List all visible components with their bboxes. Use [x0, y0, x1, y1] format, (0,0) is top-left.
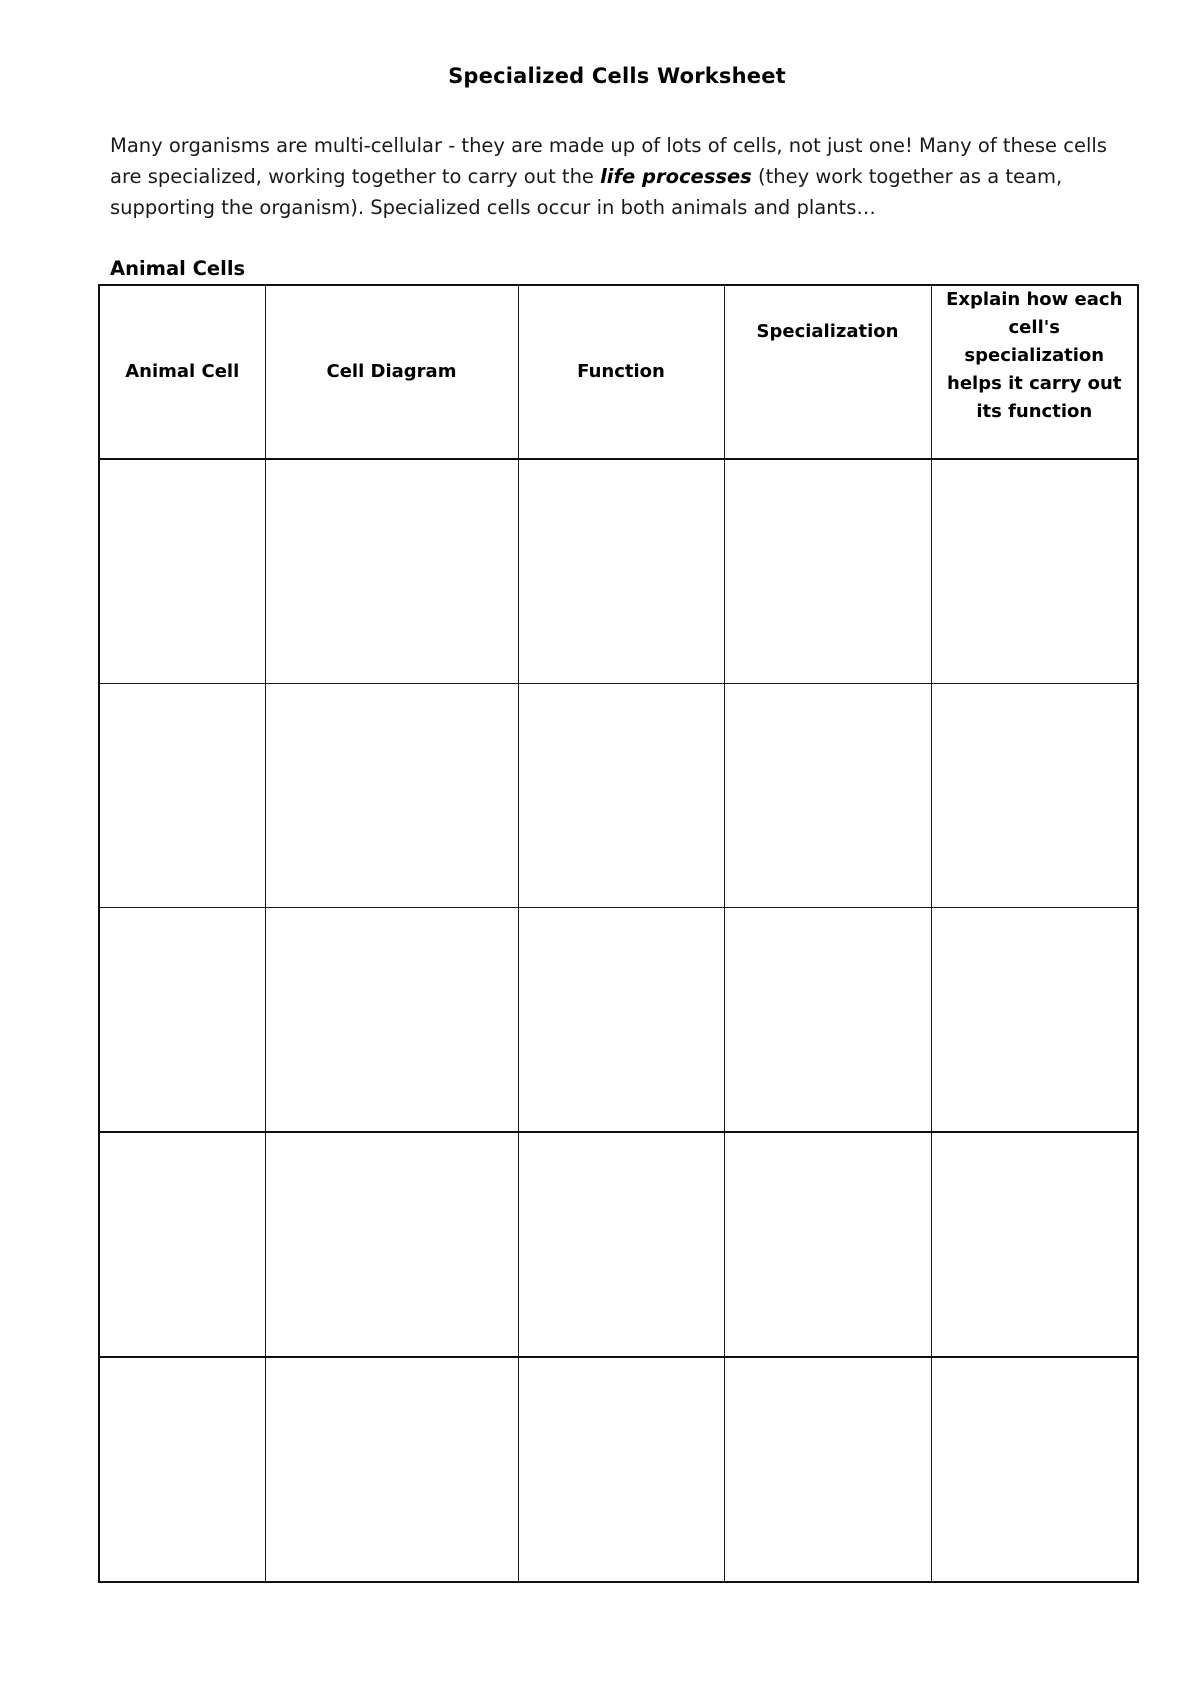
intro-text-part1: Many organisms are multi-cellular - they are made up of lots of cells, not just one! Many of these cells are specialized, working together to carry out the	[110, 134, 1107, 188]
cell-explanation[interactable]	[931, 1357, 1138, 1582]
cell-specialization[interactable]	[724, 684, 931, 908]
cell-function[interactable]	[518, 1132, 724, 1357]
cell-animal-cell[interactable]	[99, 1357, 265, 1582]
cell-function[interactable]	[518, 684, 724, 908]
table-row	[99, 684, 1138, 908]
cell-animal-cell[interactable]	[99, 459, 265, 684]
cell-diagram[interactable]	[265, 684, 518, 908]
header-animal-cell: Animal Cell	[99, 285, 265, 459]
table-row	[99, 1132, 1138, 1357]
table-row	[99, 459, 1138, 684]
cell-specialization[interactable]	[724, 1357, 931, 1582]
cell-diagram[interactable]	[265, 1132, 518, 1357]
page-title: Specialized Cells Worksheet	[448, 64, 786, 88]
cell-specialization[interactable]	[724, 908, 931, 1133]
intro-text-part2: (they work together as a team, supporting the organism). Specialized cells occur in both animals and plants…	[110, 165, 1063, 219]
cell-explanation[interactable]	[931, 908, 1138, 1133]
cell-diagram[interactable]	[265, 1357, 518, 1582]
cell-diagram[interactable]	[265, 459, 518, 684]
animal-cells-table	[98, 284, 1139, 1583]
cell-function[interactable]	[518, 1357, 724, 1582]
table-row	[99, 908, 1138, 1133]
cell-specialization[interactable]	[724, 1132, 931, 1357]
table-row	[99, 1357, 1138, 1582]
cell-animal-cell[interactable]	[99, 1132, 265, 1357]
intro-paragraph	[110, 130, 1130, 223]
cell-function[interactable]	[518, 459, 724, 684]
header-specialization: Specialization	[724, 285, 931, 459]
section-heading-animal-cells: Animal Cells	[110, 257, 246, 280]
cell-specialization[interactable]	[724, 459, 931, 684]
header-cell-diagram: Cell Diagram	[265, 285, 518, 459]
cell-diagram[interactable]	[265, 908, 518, 1133]
cell-function[interactable]	[518, 908, 724, 1133]
cell-animal-cell[interactable]	[99, 908, 265, 1133]
cell-explanation[interactable]	[931, 459, 1138, 684]
cell-explanation[interactable]	[931, 684, 1138, 908]
header-explain: Explain how each cell's specialization helps it carry out its function	[931, 285, 1138, 459]
cell-animal-cell[interactable]	[99, 684, 265, 908]
intro-emphasis: life processes	[600, 165, 752, 188]
table-header-row	[99, 285, 1138, 459]
cell-explanation[interactable]	[931, 1132, 1138, 1357]
header-function: Function	[518, 285, 724, 459]
